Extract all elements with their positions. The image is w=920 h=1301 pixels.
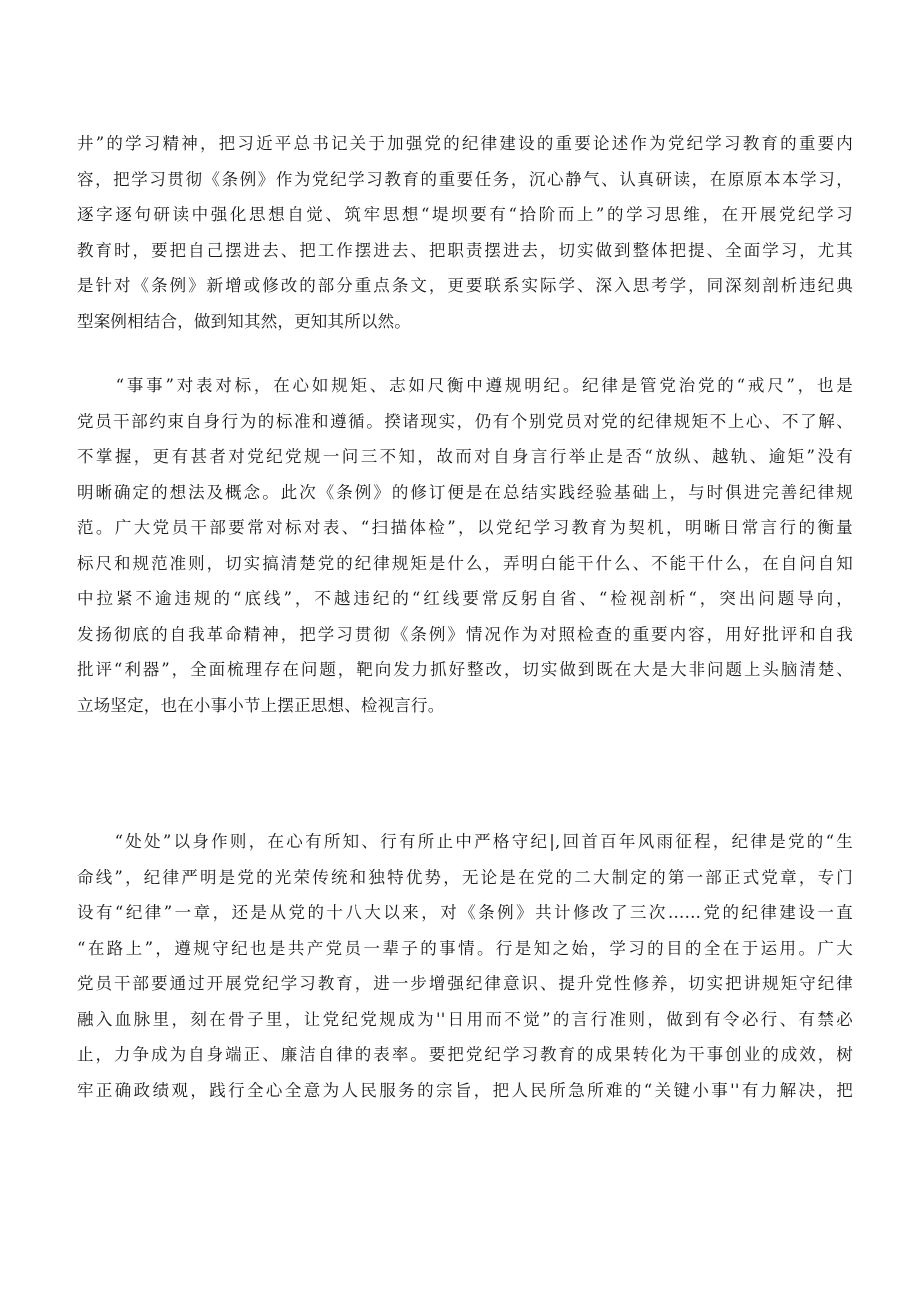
text-line: 型案例相结合，做到知其然，更知其所以然。 — [77, 311, 411, 331]
text-line: “在路上”，遵规守纪也是共产党员一辈子的事情。行是知之始，学习的目的全在于运用。广大 — [77, 938, 853, 958]
text-line: 融入血脉里，刻在骨子里，让党纪党规成为''日用而不觉”的言行准则，做到有令必行、有禁必 — [77, 1009, 853, 1029]
text-line: 发扬彻底的自我革命精神，把学习贯彻《条例》情况作为对照检查的重要内容，用好批评和自我 — [77, 624, 853, 644]
paragraph-chuchu — [77, 824, 853, 1108]
text-line: 逐字逐句研读中强化思想自觉、筑牢思想“堤坝要有“拾阶而上”的学习思维，在开展党纪学习 — [77, 205, 853, 224]
text-line: 是针对《条例》新增或修改的部分重点条文，更要联系实际学、深入思考学，同深刻剖析违纪典 — [77, 276, 853, 295]
text-line: 教育时，要把自己摆进去、把工作摆进去、把职责摆进去，切实做到整体把提、全面学习，尤其 — [77, 240, 853, 260]
text-line: 明晰确定的想法及概念。此次《条例》的修订便是在总结实践经验基础上，与时俱进完善纪律规 — [77, 482, 853, 502]
text-line: 设有“纪律”一章，还是从党的十八大以来，对《条例》共计修改了三次……党的纪律建设一直 — [77, 903, 853, 922]
text-line: 牢正确政绩观，践行全心全意为人民服务的宗旨，把人民所急所难的“关键小事''有力解决，把 — [77, 1080, 853, 1100]
text-line: 党员干部约束自身行为的标准和遵循。揆诸现实，仍有个别党员对党的纪律规矩不上心、不了解、 — [77, 411, 853, 431]
text-line: 党员干部要通过开展党纪学习教育，进一步增强纪律意识、提升党性修养，切实把讲规矩守纪律 — [77, 974, 853, 993]
text-line: 中拉紧不逾违规的“底线”，不越违纪的“红线要常反躬自省、“检视剖析“，突出问题导向， — [77, 589, 853, 608]
text-line: 标尺和规范准则，切实搞清楚党的纪律规矩是什么，弄明白能干什么、不能干什么，在自问自知 — [77, 553, 853, 573]
text-line: “处处”以身作则，在心有所知、行有所止中严格守纪|,回首百年风雨征程，纪律是党的“生 — [77, 832, 853, 851]
text-line: 批评“利器”，全面梳理存在问题，靶向发力抓好整改，切实做到既在大是大非问题上头脑清楚、 — [77, 660, 853, 679]
paragraph-shishi — [77, 368, 853, 723]
text-line: 立场坚定，也在小事小节上摆正思想、检视言行。 — [77, 695, 445, 715]
text-line: 命线”，纪律严明是党的光荣传统和独特优势，无论是在党的二大制定的第一部正式党章，专门 — [77, 867, 853, 887]
text-line: 范。广大党员干部要常对标对表、“扫描体检”，以党纪学习教育为契机，明晰日常言行的衡量 — [77, 518, 853, 537]
paragraph-study-spirit — [77, 126, 853, 339]
text-line: 不掌握，更有甚者对党纪党规一问三不知，故而对自身言行举止是否“放纵、越轨、逾矩”没有 — [77, 447, 853, 466]
text-line: 止，力争成为自身端正、廉洁自律的表率。要把党纪学习教育的成果转化为干事创业的成效，树 — [77, 1045, 853, 1064]
text-line: 容，把学习贯彻《条例》作为党纪学习教育的重要任务，沉心静气、认真研读，在原原本本学习， — [77, 169, 853, 189]
text-line: “事事”对表对标，在心如规矩、志如尺衡中遵规明纪。纪律是管党治党的“戒尺”，也是 — [77, 376, 853, 395]
text-line: 井”的学习精神，把习近平总书记关于加强党的纪律建设的重要论述作为党纪学习教育的重要内 — [77, 134, 853, 153]
